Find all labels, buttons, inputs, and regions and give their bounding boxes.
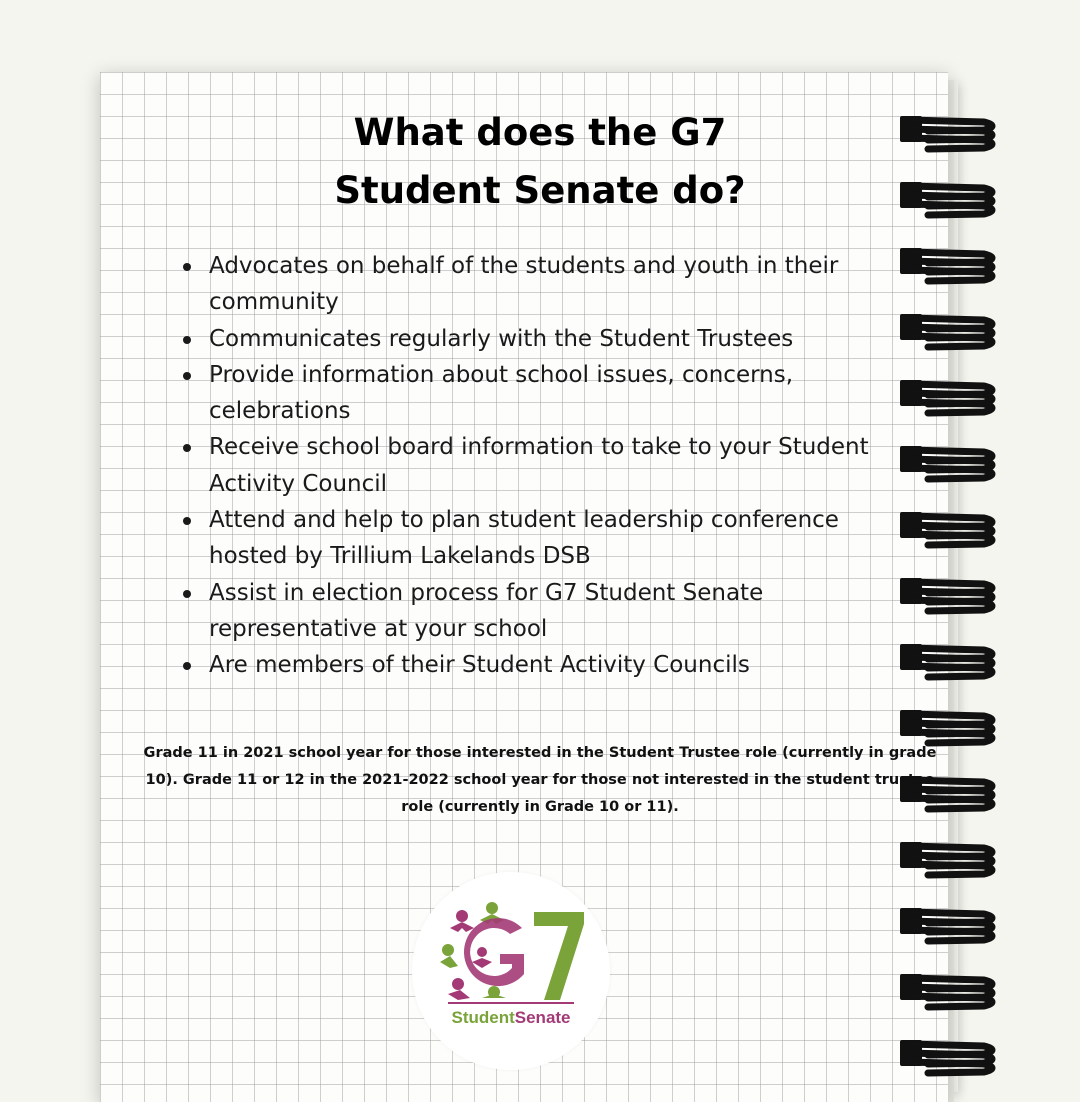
people-circle-icon bbox=[436, 898, 586, 1002]
title-line-2: Student Senate do? bbox=[334, 169, 746, 212]
list-item: Communicates regularly with the Student Trustees bbox=[180, 321, 880, 357]
binding-coil bbox=[900, 578, 992, 611]
binding-coil bbox=[900, 182, 992, 215]
binding-coil bbox=[900, 842, 992, 875]
binding-coil bbox=[900, 512, 992, 545]
duties-list bbox=[180, 248, 880, 684]
binding-coil bbox=[900, 248, 992, 281]
logo-word-student: Student bbox=[451, 1008, 515, 1027]
spiral-binding-icon bbox=[888, 100, 1018, 1080]
binding-coil bbox=[900, 380, 992, 413]
list-item: Attend and help to plan student leadership conference hosted by Trillium Lakelands DSB bbox=[180, 502, 880, 575]
binding-coil bbox=[900, 974, 992, 1007]
binding-coil bbox=[900, 446, 992, 479]
list-item: Advocates on behalf of the students and youth in their community bbox=[180, 248, 880, 321]
binding-coil bbox=[900, 314, 992, 347]
list-item: Receive school board information to take to your Student Activity Council bbox=[180, 429, 880, 502]
logo-wordmark bbox=[412, 1008, 610, 1028]
eligibility-note: Grade 11 in 2021 school year for those interested in the Student Trustee role (currently in grade 10). Grade 11 or 12 in the 2021-2022 school year for those not interested in the student trustee role (currently in Grade 10 or 11). bbox=[143, 745, 937, 815]
binding-coil bbox=[900, 116, 992, 149]
binding-coil bbox=[900, 908, 992, 941]
list-item: Are members of their Student Activity Councils bbox=[180, 647, 880, 683]
binding-coil bbox=[900, 1040, 992, 1073]
list-item: Assist in election process for G7 Student Senate representative at your school bbox=[180, 575, 880, 648]
list-item: Provide information about school issues, concerns, celebrations bbox=[180, 357, 880, 430]
g7-student-senate-logo bbox=[412, 872, 610, 1070]
logo-rule bbox=[448, 1002, 574, 1004]
page-title bbox=[200, 104, 880, 220]
binding-coil bbox=[900, 644, 992, 677]
title-line-1: What does the G7 bbox=[353, 111, 727, 154]
logo-word-senate: Senate bbox=[514, 1008, 571, 1027]
binding-coil bbox=[900, 710, 992, 743]
